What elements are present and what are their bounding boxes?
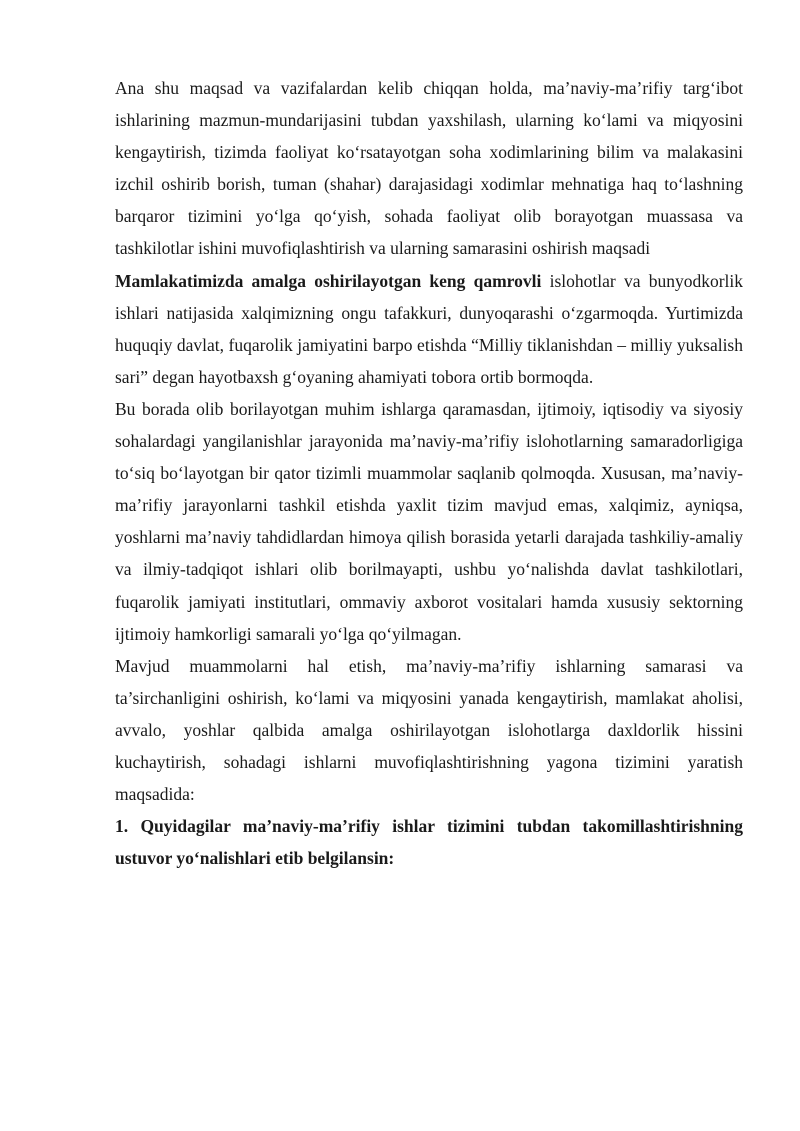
paragraph-3 xyxy=(115,393,743,650)
paragraph-4 xyxy=(115,650,743,810)
section-heading: 1. Quyidagilar ma’naviy-ma’rifiy ishlar tizimini tubdan takomillashtirishning ustuvor yo‘nalishlari etib belgilansin: xyxy=(115,816,743,869)
paragraph-1-text: Ana shu maqsad va vazifalardan kelib chiqqan holda, ma’naviy-ma’rifiy targ‘ibot ishlarining mazmun-mundarijasini tubdan yaxshilash, ularning ko‘lami va miqyosini kengaytirish, tizimda faoliyat ko‘rsatayotgan soha xodimlarining bilim va malakasini izchil oshirib borish, tuman (shahar) darajasidagi xodimlar mehnatiga haq to‘lashning barqaror tizimini yo‘lga qo‘yish, sohada faoliyat olib borayotgan muassasa va tashkilotlar ishini muvofiqlashtirish va ularning samarasini oshirish maqsadi xyxy=(115,78,743,259)
paragraph-3-text: Bu borada olib borilayotgan muhim ishlarga qaramasdan, ijtimoiy, iqtisodiy va siyosiy sohalardagi yangilanishlar jarayonida ma’naviy-ma’rifiy islohotlarning samaradorligiga to‘siq bo‘layotgan bir qator tizimli muammolar saqlanib qolmoqda. Xususan, ma’naviy-ma’rifiy jarayonlarni tashkil etishda yaxlit tizim mavjud emas, xalqimiz, ayniqsa, yoshlarni ma’naviy tahdidlardan himoya qilish borasida yetarli darajada tashkiliy-amaliy va ilmiy-tadqiqot ishlari olib borilmayapti, ushbu yo‘nalishda davlat tashkilotlari, fuqarolik jamiyati institutlari, ommaviy axborot vositalari hamda xususiy sektorning ijtimoiy hamkorligi samarali yo‘lga qo‘yilmagan. xyxy=(115,398,743,644)
paragraph-4-text: Mavjud muammolarni hal etish, ma’naviy-ma’rifiy ishlarning samarasi va ta’sirchanligini oshirish, ko‘lami va miqyosini yanada kengaytirish, mamlakat aholisi, avvalo, yoshlar qalbida amalga oshirilayotgan islohotlarga daxldorlik hissini kuchaytirish, sohadagi ishlarni muvofiqlashtirishning yagona tizimini yaratish maqsadida: xyxy=(115,655,743,805)
paragraph-2 xyxy=(115,265,743,393)
document-page xyxy=(115,72,743,874)
paragraph-2-text: islohotlar va bunyodkorlik ishlari natijasida xalqimizning ongu tafakkuri, dunyoqarashi o‘zgarmoqda. Yurtimizda huquqiy davlat, fuqarolik jamiyatini barpo etishda “Milliy tiklanishdan – milliy yuksalish sari” degan hayotbaxsh g‘oyaning ahamiyati tobora ortib bormoqda. xyxy=(115,270,743,387)
paragraph-2-bold-lead: Mamlakatimizda amalga oshirilayotgan keng qamrovli xyxy=(115,270,542,291)
paragraph-1 xyxy=(115,72,743,265)
